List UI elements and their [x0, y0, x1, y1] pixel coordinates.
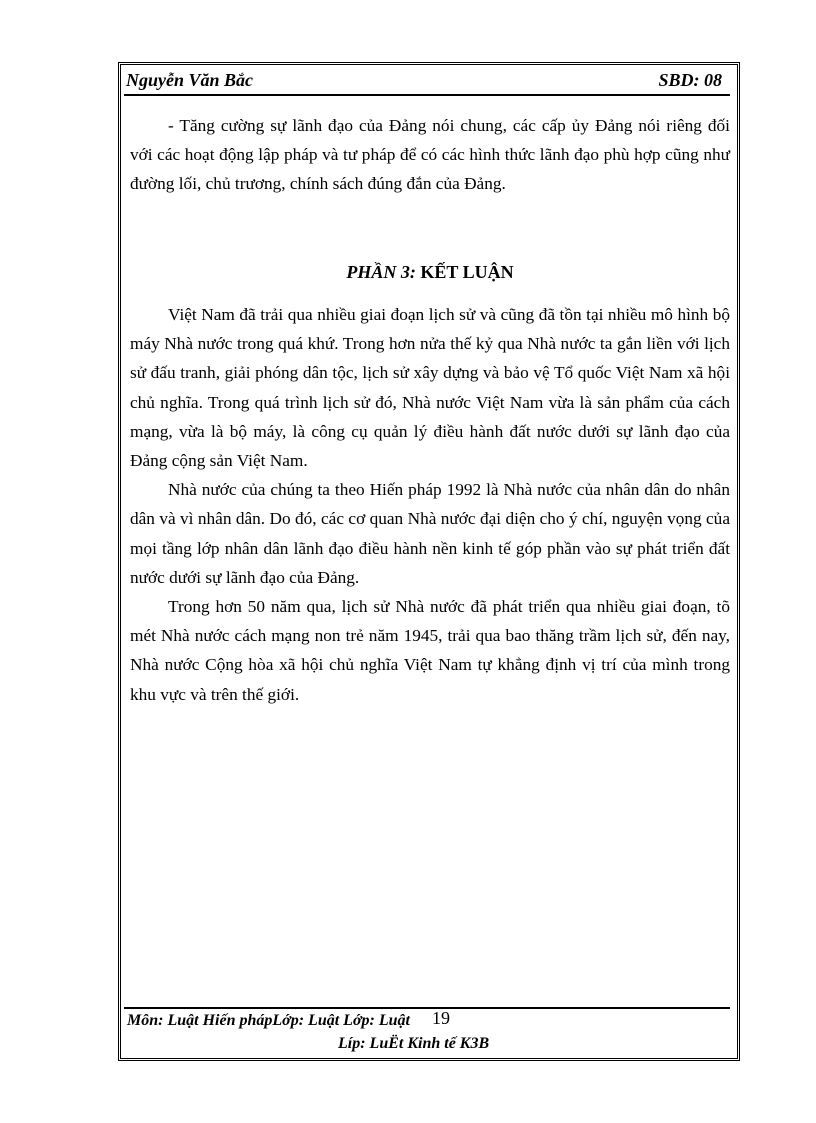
page-number: 19 — [432, 1008, 450, 1028]
author-name: Nguyễn Văn Bắc — [126, 70, 254, 90]
section-label: PHẦN 3: — [346, 262, 416, 282]
conclusion-body — [130, 300, 730, 709]
page-header — [124, 68, 730, 96]
section-heading — [130, 262, 730, 283]
footer-class: Líp: LuËt Kinh tế K3B — [338, 1035, 490, 1052]
paragraph: Việt Nam đã trải qua nhiều giai đoạn lịch sử và cũng đã tồn tại nhiều mô hình bộ máy Nhà nước trong quá khứ. Trong hơn nửa thế kỷ qua Nhà nước ta gắn liền với lịch sử đấu tranh, giải phóng dân tộc, lịch sử xây dựng và bảo vệ Tổ quốc Việt Nam xã hội chủ nghĩa. Trong quá trình lịch sử đó, Nhà nước Việt Nam vừa là sản phẩm của cách mạng, vừa là bộ máy, là công cụ quản lý điều hành đất nước dưới sự lãnh đạo của Đảng cộng sản Việt Nam. — [130, 305, 730, 471]
footer-divider — [124, 1007, 730, 1009]
footer-subject: Môn: Luật Hiến phápLớp: Luật Lớp: Luật — [127, 1012, 410, 1029]
intro-block — [130, 111, 730, 199]
section-title: KẾT LUẬN — [420, 262, 514, 282]
paragraph: Trong hơn 50 năm qua, lịch sử Nhà nước đã phát triển qua nhiều giai đoạn, tõ mét Nhà nước cách mạng non trẻ năm 1945, trải qua bao thăng trầm lịch sử, đến nay, Nhà nước Cộng hòa xã hội chủ nghĩa Việt Nam tự khẳng định vị trí của mình trong khu vực và trên thế giới. — [130, 597, 730, 704]
intro-paragraph: - Tăng cường sự lãnh đạo của Đảng nói chung, các cấp ủy Đảng nói riêng đối với các hoạt động lập pháp và tư pháp để có các hình thức lãnh đạo phù hợp cũng như đường lối, chủ trương, chính sách đúng đắn của Đảng. — [130, 116, 730, 194]
candidate-number: SBD: 08 — [658, 70, 722, 90]
paragraph: Nhà nước của chúng ta theo Hiến pháp 1992 là Nhà nước của nhân dân do nhân dân và vì nhân dân. Do đó, các cơ quan Nhà nước đại diện cho ý chí, nguyện vọng của mọi tầng lớp nhân dân lãnh đạo điều hành nền kinh tế góp phần vào sự phát triển đất nước dưới sự lãnh đạo của Đảng. — [130, 480, 730, 587]
